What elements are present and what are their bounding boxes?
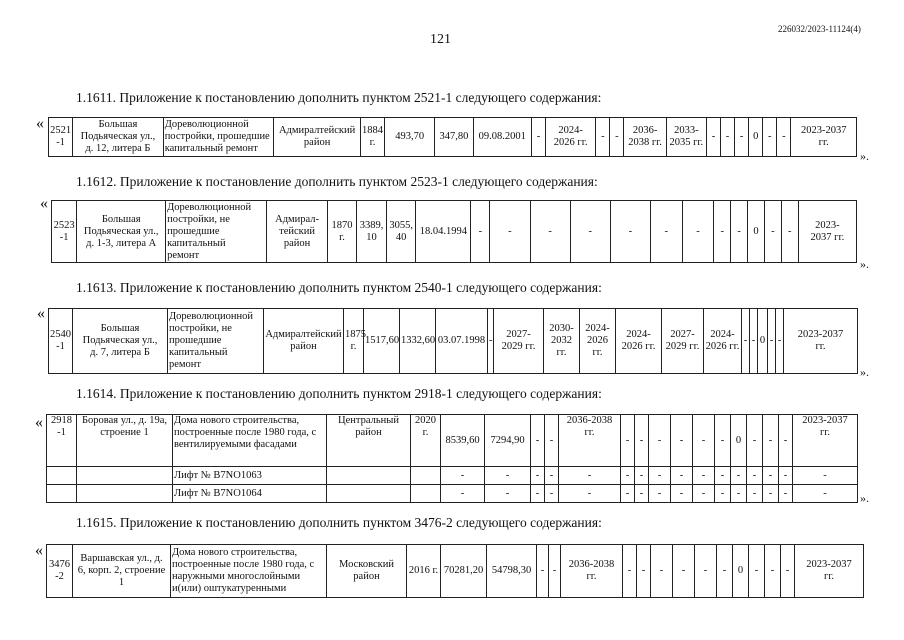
cell-value: - <box>715 415 731 467</box>
lift-cell: - <box>693 485 715 503</box>
cell-year: 2016 г. <box>407 545 441 598</box>
lift-cell: - <box>545 485 559 503</box>
lift-cell: - <box>441 467 485 485</box>
data-row <box>48 117 857 157</box>
cell-value: - <box>717 545 733 598</box>
cell-value: - <box>735 118 749 157</box>
section-heading: 1.1611. Приложение к постановлению дополнить пунктом 2521-1 следующего содержания: <box>76 90 602 105</box>
cell-value: - <box>490 201 530 263</box>
cell-district: Московский район <box>327 545 407 598</box>
cell-value: - <box>777 118 791 157</box>
cell-address: Большая Подьяческая ул., д. 1-3, литера А <box>77 201 166 263</box>
cell-district: Адмиралтейский район <box>264 309 344 374</box>
cell-total-area: 1517,60 <box>364 309 400 374</box>
cell-value: - <box>610 201 650 263</box>
cell-value: 2030- 2032 гг. <box>544 309 580 374</box>
section-heading: 1.1613. Приложение к постановлению дополнить пунктом 2540-1 следующего содержания: <box>76 280 602 295</box>
cell-period: 2023-2037 гг. <box>791 118 857 157</box>
cell-total-area: 8539,60 <box>441 415 485 467</box>
cell-living-area: 54798,30 <box>487 545 537 598</box>
cell-value: - <box>714 201 731 263</box>
cell-value: - <box>747 415 763 467</box>
cell-living-area: 7294,90 <box>485 415 531 467</box>
cell-value: 2036- 2038 гг. <box>624 118 666 157</box>
cell-address: Большая Подьяческая ул., д. 12, литера Б <box>73 118 164 157</box>
lift-cell: - <box>763 485 779 503</box>
cell-value: 2024- 2026 гг. <box>704 309 742 374</box>
cell-building-type: Дореволюционной постройки, не прошедшие капитальный ремонт <box>168 309 264 374</box>
cell-item-number: 3476 -2 <box>47 545 73 598</box>
cell-value: - <box>764 201 781 263</box>
cell-period: 2023-2037 гг. <box>784 309 858 374</box>
cell-value: 2036-2038 гг. <box>559 415 621 467</box>
cell-value: - <box>549 545 561 598</box>
quote-open: « <box>40 195 48 212</box>
lift-cell: - <box>621 467 635 485</box>
lift-cell: - <box>779 485 793 503</box>
cell-value: - <box>776 309 784 374</box>
cell-value: 2027- 2029 гг. <box>494 309 544 374</box>
lift-cell: - <box>485 485 531 503</box>
cell-value: 2027- 2029 гг. <box>662 309 704 374</box>
cell-year: 1870 г. <box>327 201 357 263</box>
cell-date: 09.08.2001 <box>473 118 531 157</box>
cell-value: - <box>671 415 693 467</box>
cell-value: - <box>706 118 720 157</box>
cell-value: - <box>763 118 777 157</box>
lift-cell: - <box>621 485 635 503</box>
document-id: 226032/2023-11124(4) <box>778 24 861 34</box>
cell-value: - <box>621 415 635 467</box>
quote-close: ». <box>860 257 869 271</box>
cell-district: Адмирал- тейский район <box>267 201 327 263</box>
quote-open: « <box>35 542 43 559</box>
lift-cell: - <box>531 485 545 503</box>
lift-cell: - <box>531 467 545 485</box>
cell-period: 2023- 2037 гг. <box>798 201 856 263</box>
cell-building-type: Дома нового строительства, построенные после 1980 года, с вентилируемыми фасадами <box>173 415 327 467</box>
lift-cell: - <box>559 467 621 485</box>
lift-cell: - <box>793 467 858 485</box>
cell-value: - <box>651 545 673 598</box>
cell-living-area: 347,80 <box>435 118 473 157</box>
lift-cell: - <box>635 485 649 503</box>
cell-value: 2024- 2026 гг. <box>580 309 616 374</box>
lift-cell: - <box>649 467 671 485</box>
cell-total-area: 493,70 <box>385 118 435 157</box>
quote-open: « <box>35 414 43 431</box>
cell-value: - <box>537 545 549 598</box>
cell-period: 2023-2037 гг. <box>795 545 864 598</box>
section-heading: 1.1615. Приложение к постановлению дополнить пунктом 3476-2 следующего содержания: <box>76 515 602 530</box>
lift-cell: - <box>693 467 715 485</box>
lift-cell: - <box>559 485 621 503</box>
quote-close: ». <box>860 149 869 163</box>
cell-value: 0 <box>749 118 763 157</box>
cell-date: 03.07.1998 <box>436 309 488 374</box>
cell-district: Адмиралтейский район <box>274 118 361 157</box>
cell-value: - <box>695 545 717 598</box>
cell-value: - <box>570 201 610 263</box>
cell-building-type: Дореволюционной постройки, не прошедшие капитальный ремонт <box>166 201 267 263</box>
data-row <box>51 200 857 263</box>
cell-year: 1875 г. <box>344 309 364 374</box>
lift-cell: - <box>747 485 763 503</box>
cell-value: - <box>768 309 776 374</box>
cell-value: 2024- 2026 гг. <box>546 118 596 157</box>
cell-total-area: 70281,20 <box>441 545 487 598</box>
cell-value: - <box>765 545 781 598</box>
cell-period: 2023-2037 гг. <box>793 415 858 467</box>
cell-value: - <box>596 118 610 157</box>
cell-item-number: 2540 -1 <box>49 309 73 374</box>
quote-open: « <box>37 305 45 322</box>
page-number: 121 <box>430 32 451 47</box>
cell-value: - <box>750 309 758 374</box>
quote-close: ». <box>860 491 869 505</box>
cell-value: 2036-2038 гг. <box>561 545 623 598</box>
cell-value: - <box>623 545 637 598</box>
cell-year: 1884 г. <box>360 118 384 157</box>
lift-cell: - <box>763 467 779 485</box>
cell-value: - <box>637 545 651 598</box>
quote-close: ». <box>860 365 869 379</box>
lift-label: Лифт № В7NO1063 <box>173 467 327 485</box>
cell-value: - <box>650 201 682 263</box>
data-row <box>46 544 864 598</box>
cell-value: - <box>531 118 545 157</box>
section-heading: 1.1612. Приложение к постановление дополнить пунктом 2523-1 следующего содержания: <box>76 174 598 189</box>
lift-cell: - <box>731 485 747 503</box>
lift-cell: - <box>731 467 747 485</box>
cell-value: 2033- 2035 гг. <box>666 118 706 157</box>
cell-living-area: 1332,60 <box>400 309 436 374</box>
cell-value: - <box>471 201 490 263</box>
cell-address: Боровая ул., д. 19а, строение 1 <box>77 415 173 467</box>
lift-cell: - <box>671 485 693 503</box>
lift-cell: - <box>635 467 649 485</box>
data-row <box>48 308 858 374</box>
lift-cell: - <box>779 467 793 485</box>
cell-district: Центральный район <box>327 415 411 467</box>
cell-address: Варшавская ул., д. 6, корп. 2, строение 1 <box>73 545 171 598</box>
lift-cell: - <box>545 467 559 485</box>
cell-value: - <box>749 545 765 598</box>
cell-value: - <box>779 415 793 467</box>
cell-value: - <box>545 415 559 467</box>
cell-value: - <box>488 309 494 374</box>
cell-value: 0 <box>731 415 747 467</box>
data-row <box>46 414 858 503</box>
cell-value: 0 <box>733 545 749 598</box>
cell-total-area: 3389, 10 <box>357 201 387 263</box>
cell-value: - <box>781 545 795 598</box>
cell-value: 0 <box>748 201 765 263</box>
cell-value: - <box>649 415 671 467</box>
cell-value: 2024- 2026 гг. <box>616 309 662 374</box>
lift-cell: - <box>649 485 671 503</box>
lift-cell: - <box>485 467 531 485</box>
cell-value: - <box>742 309 750 374</box>
cell-item-number: 2521 -1 <box>49 118 73 157</box>
cell-value: - <box>763 415 779 467</box>
cell-building-type: Дореволюционной постройки, прошедшие капитальный ремонт <box>163 118 274 157</box>
cell-value: - <box>721 118 735 157</box>
cell-date: 18.04.1994 <box>416 201 471 263</box>
section-heading: 1.1614. Приложение к постановлению дополнить пунктом 2918-1 следующего содержания: <box>76 386 602 401</box>
lift-cell: - <box>715 485 731 503</box>
cell-value: - <box>530 201 570 263</box>
cell-item-number: 2918 -1 <box>47 415 77 467</box>
cell-value: - <box>682 201 714 263</box>
quote-open: « <box>36 115 44 132</box>
lift-cell: - <box>715 467 731 485</box>
cell-value: - <box>731 201 748 263</box>
lift-cell: - <box>671 467 693 485</box>
lift-cell: - <box>793 485 858 503</box>
cell-value: - <box>610 118 624 157</box>
lift-cell: - <box>747 467 763 485</box>
cell-address: Большая Подьяческая ул., д. 7, литера Б <box>73 309 168 374</box>
cell-year: 2020 г. <box>411 415 441 467</box>
cell-building-type: Дома нового строительства, построенные после 1980 года, с наружными многослойными и(или) оштукатуренными <box>171 545 327 598</box>
lift-cell: - <box>441 485 485 503</box>
cell-value: - <box>635 415 649 467</box>
cell-item-number: 2523 -1 <box>52 201 77 263</box>
lift-label: Лифт № В7NO1064 <box>173 485 327 503</box>
cell-value: - <box>781 201 798 263</box>
cell-value: - <box>531 415 545 467</box>
cell-value: - <box>673 545 695 598</box>
cell-living-area: 3055, 40 <box>386 201 416 263</box>
cell-value: - <box>693 415 715 467</box>
cell-value: 0 <box>758 309 768 374</box>
